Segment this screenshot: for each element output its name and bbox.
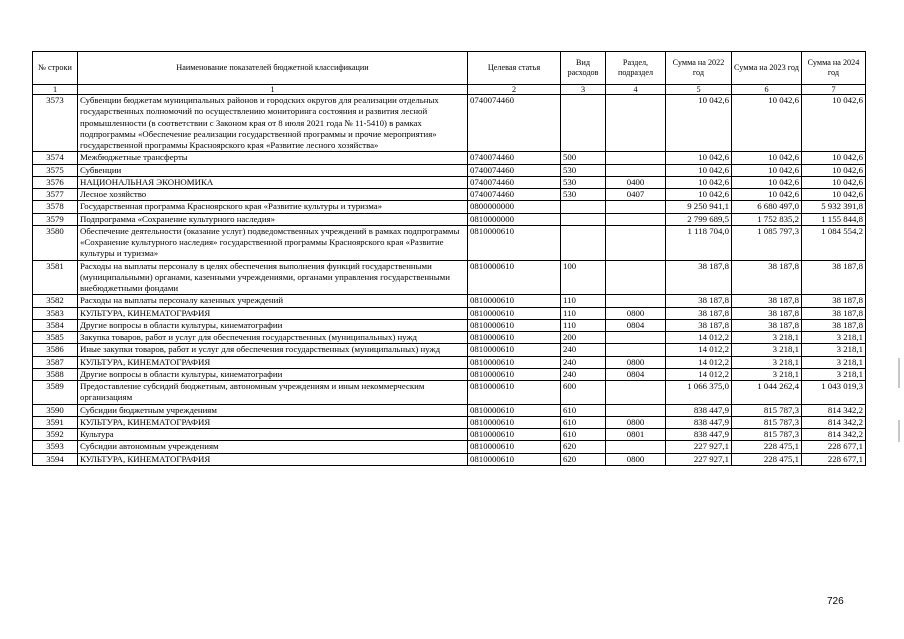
target-article-cell: 0740074460 <box>468 176 561 188</box>
column-number: 1 <box>78 85 468 95</box>
indicator-name-cell: КУЛЬТУРА, КИНЕМАТОГРАФИЯ <box>78 356 468 368</box>
column-number: 6 <box>732 85 802 95</box>
section-cell: 0800 <box>606 453 666 465</box>
table-row <box>33 225 866 260</box>
header-sum-2024: Сумма на 2024 год <box>802 52 866 85</box>
table-row <box>33 344 866 356</box>
section-cell <box>606 152 666 164</box>
target-article-cell: 0810000610 <box>468 307 561 319</box>
section-cell <box>606 344 666 356</box>
sum-2022-cell: 838 447,9 <box>666 429 732 441</box>
sum-2023-cell: 228 475,1 <box>732 441 802 453</box>
sum-2023-cell: 6 680 497,0 <box>732 201 802 213</box>
sum-2023-cell: 228 475,1 <box>732 453 802 465</box>
table-row <box>33 416 866 428</box>
budget-table <box>32 51 866 466</box>
header-section: Раздел, подраздел <box>606 52 666 85</box>
row-number-cell: 3574 <box>33 152 78 164</box>
table-row <box>33 189 866 201</box>
sum-2022-cell: 838 447,9 <box>666 416 732 428</box>
section-cell <box>606 225 666 260</box>
column-number: 1 <box>33 85 78 95</box>
expense-type-cell <box>561 225 606 260</box>
indicator-name-cell: Иные закупки товаров, работ и услуг для обеспечения государственных (муниципальных) нужд <box>78 344 468 356</box>
sum-2024-cell: 10 042,6 <box>802 152 866 164</box>
row-number-cell: 3592 <box>33 429 78 441</box>
target-article-cell: 0810000610 <box>468 404 561 416</box>
expense-type-cell: 530 <box>561 189 606 201</box>
sum-2024-cell: 5 932 391,8 <box>802 201 866 213</box>
expense-type-cell: 530 <box>561 176 606 188</box>
table-row <box>33 95 866 152</box>
target-article-cell: 0800000000 <box>468 201 561 213</box>
sum-2023-cell: 3 218,1 <box>732 356 802 368</box>
expense-type-cell: 600 <box>561 381 606 405</box>
row-number-cell: 3588 <box>33 368 78 380</box>
column-number: 4 <box>606 85 666 95</box>
section-cell: 0800 <box>606 416 666 428</box>
expense-type-cell <box>561 213 606 225</box>
sum-2023-cell: 3 218,1 <box>732 368 802 380</box>
expense-type-cell: 610 <box>561 429 606 441</box>
sum-2024-cell: 814 342,2 <box>802 429 866 441</box>
sum-2022-cell: 9 250 941,1 <box>666 201 732 213</box>
indicator-name-cell: Расходы на выплаты персоналу в целях обеспечения выполнения функций государственными (муниципальными) органами, казенными учреждениями, органами управления государственными внебюджетными фондами <box>78 260 468 295</box>
header-expense-type: Вид расходов <box>561 52 606 85</box>
indicator-name-cell: Лесное хозяйство <box>78 189 468 201</box>
sum-2023-cell: 10 042,6 <box>732 164 802 176</box>
sum-2022-cell: 14 012,2 <box>666 332 732 344</box>
section-cell: 0804 <box>606 319 666 331</box>
section-cell <box>606 332 666 344</box>
target-article-cell: 0810000610 <box>468 453 561 465</box>
indicator-name-cell: КУЛЬТУРА, КИНЕМАТОГРАФИЯ <box>78 307 468 319</box>
sum-2023-cell: 1 044 262,4 <box>732 381 802 405</box>
expense-type-cell: 240 <box>561 356 606 368</box>
table-body <box>33 95 866 466</box>
row-number-cell: 3589 <box>33 381 78 405</box>
sum-2024-cell: 10 042,6 <box>802 176 866 188</box>
sum-2022-cell: 227 927,1 <box>666 453 732 465</box>
sum-2024-cell: 10 042,6 <box>802 95 866 152</box>
expense-type-cell <box>561 95 606 152</box>
row-number-cell: 3580 <box>33 225 78 260</box>
table-row <box>33 152 866 164</box>
indicator-name-cell: Межбюджетные трансферты <box>78 152 468 164</box>
sum-2023-cell: 815 787,3 <box>732 404 802 416</box>
section-cell <box>606 164 666 176</box>
row-number-cell: 3584 <box>33 319 78 331</box>
section-cell: 0400 <box>606 176 666 188</box>
column-number: 5 <box>666 85 732 95</box>
expense-type-cell: 200 <box>561 332 606 344</box>
sum-2023-cell: 38 187,8 <box>732 319 802 331</box>
sum-2022-cell: 1 118 704,0 <box>666 225 732 260</box>
expense-type-cell: 530 <box>561 164 606 176</box>
table-row <box>33 319 866 331</box>
sum-2024-cell: 814 342,2 <box>802 416 866 428</box>
target-article-cell: 0810000610 <box>468 441 561 453</box>
expense-type-cell: 110 <box>561 295 606 307</box>
target-article-cell: 0810000610 <box>468 260 561 295</box>
sum-2024-cell: 3 218,1 <box>802 344 866 356</box>
sum-2023-cell: 10 042,6 <box>732 189 802 201</box>
indicator-name-cell: КУЛЬТУРА, КИНЕМАТОГРАФИЯ <box>78 416 468 428</box>
sum-2022-cell: 38 187,8 <box>666 295 732 307</box>
target-article-cell: 0810000610 <box>468 319 561 331</box>
sum-2023-cell: 3 218,1 <box>732 332 802 344</box>
row-number-cell: 3583 <box>33 307 78 319</box>
sum-2024-cell: 3 218,1 <box>802 356 866 368</box>
sum-2024-cell: 1 084 554,2 <box>802 225 866 260</box>
target-article-cell: 0810000610 <box>468 332 561 344</box>
indicator-name-cell: Другие вопросы в области культуры, кинематографии <box>78 368 468 380</box>
sum-2024-cell: 3 218,1 <box>802 368 866 380</box>
sum-2023-cell: 10 042,6 <box>732 176 802 188</box>
section-cell <box>606 201 666 213</box>
sum-2022-cell: 838 447,9 <box>666 404 732 416</box>
table-row <box>33 453 866 465</box>
target-article-cell: 0810000610 <box>468 225 561 260</box>
target-article-cell: 0740074460 <box>468 189 561 201</box>
margin-mark <box>898 420 900 442</box>
expense-type-cell <box>561 201 606 213</box>
sum-2024-cell: 228 677,1 <box>802 453 866 465</box>
sum-2022-cell: 38 187,8 <box>666 319 732 331</box>
sum-2022-cell: 1 066 375,0 <box>666 381 732 405</box>
section-cell <box>606 260 666 295</box>
sum-2022-cell: 38 187,8 <box>666 260 732 295</box>
table-row <box>33 307 866 319</box>
sum-2023-cell: 1 085 797,3 <box>732 225 802 260</box>
table-row <box>33 213 866 225</box>
row-number-cell: 3578 <box>33 201 78 213</box>
expense-type-cell: 620 <box>561 453 606 465</box>
row-number-cell: 3590 <box>33 404 78 416</box>
row-number-cell: 3576 <box>33 176 78 188</box>
header-target-article: Целевая статья <box>468 52 561 85</box>
indicator-name-cell: Субвенции <box>78 164 468 176</box>
sum-2024-cell: 38 187,8 <box>802 260 866 295</box>
indicator-name-cell: Обеспечение деятельности (оказание услуг) подведомственных учреждений в рамках подпрограммы «Сохранение культурного наследия» государственной программы Красноярского края «Развитие культуры и туризма» <box>78 225 468 260</box>
sum-2023-cell: 3 218,1 <box>732 344 802 356</box>
sum-2023-cell: 38 187,8 <box>732 260 802 295</box>
table-row <box>33 429 866 441</box>
table-row <box>33 368 866 380</box>
indicator-name-cell: Государственная программа Красноярского края «Развитие культуры и туризма» <box>78 201 468 213</box>
column-number-row <box>33 85 866 95</box>
table-row <box>33 164 866 176</box>
sum-2022-cell: 10 042,6 <box>666 189 732 201</box>
table-row <box>33 260 866 295</box>
section-cell <box>606 95 666 152</box>
indicator-name-cell: Расходы на выплаты персоналу казенных учреждений <box>78 295 468 307</box>
sum-2022-cell: 10 042,6 <box>666 176 732 188</box>
row-number-cell: 3582 <box>33 295 78 307</box>
target-article-cell: 0740074460 <box>468 152 561 164</box>
row-number-cell: 3587 <box>33 356 78 368</box>
sum-2024-cell: 38 187,8 <box>802 319 866 331</box>
expense-type-cell: 240 <box>561 344 606 356</box>
target-article-cell: 0810000610 <box>468 429 561 441</box>
section-cell <box>606 213 666 225</box>
section-cell: 0800 <box>606 307 666 319</box>
header-sum-2022: Сумма на 2022 год <box>666 52 732 85</box>
margin-mark <box>898 358 900 388</box>
header-sum-2023: Сумма на 2023 год <box>732 52 802 85</box>
target-article-cell: 0810000610 <box>468 381 561 405</box>
indicator-name-cell: Субсидии автономным учреждениям <box>78 441 468 453</box>
sum-2023-cell: 38 187,8 <box>732 295 802 307</box>
row-number-cell: 3585 <box>33 332 78 344</box>
target-article-cell: 0740074460 <box>468 164 561 176</box>
indicator-name-cell: Культура <box>78 429 468 441</box>
row-number-cell: 3591 <box>33 416 78 428</box>
page-number: 726 <box>827 596 844 607</box>
column-number: 7 <box>802 85 866 95</box>
expense-type-cell: 110 <box>561 307 606 319</box>
row-number-cell: 3581 <box>33 260 78 295</box>
sum-2023-cell: 815 787,3 <box>732 416 802 428</box>
section-cell: 0804 <box>606 368 666 380</box>
expense-type-cell: 610 <box>561 404 606 416</box>
sum-2022-cell: 14 012,2 <box>666 344 732 356</box>
row-number-cell: 3586 <box>33 344 78 356</box>
table-row <box>33 295 866 307</box>
sum-2024-cell: 3 218,1 <box>802 332 866 344</box>
target-article-cell: 0810000610 <box>468 416 561 428</box>
row-number-cell: 3575 <box>33 164 78 176</box>
expense-type-cell: 620 <box>561 441 606 453</box>
indicator-name-cell: КУЛЬТУРА, КИНЕМАТОГРАФИЯ <box>78 453 468 465</box>
indicator-name-cell: Подпрограмма «Сохранение культурного наследия» <box>78 213 468 225</box>
target-article-cell: 0810000610 <box>468 344 561 356</box>
section-cell <box>606 404 666 416</box>
expense-type-cell: 100 <box>561 260 606 295</box>
row-number-cell: 3579 <box>33 213 78 225</box>
table-row <box>33 176 866 188</box>
header-row-number: № строки <box>33 52 78 85</box>
header-indicator-name: Наименование показателей бюджетной классификации <box>78 52 468 85</box>
indicator-name-cell: Другие вопросы в области культуры, кинематографии <box>78 319 468 331</box>
sum-2024-cell: 38 187,8 <box>802 295 866 307</box>
header-row <box>33 52 866 85</box>
sum-2023-cell: 815 787,3 <box>732 429 802 441</box>
target-article-cell: 0810000000 <box>468 213 561 225</box>
sum-2023-cell: 1 752 835,2 <box>732 213 802 225</box>
indicator-name-cell: Закупка товаров, работ и услуг для обеспечения государственных (муниципальных) нужд <box>78 332 468 344</box>
section-cell <box>606 295 666 307</box>
section-cell <box>606 441 666 453</box>
target-article-cell: 0810000610 <box>468 368 561 380</box>
target-article-cell: 0810000610 <box>468 356 561 368</box>
sum-2023-cell: 10 042,6 <box>732 152 802 164</box>
sum-2023-cell: 38 187,8 <box>732 307 802 319</box>
table-row <box>33 404 866 416</box>
target-article-cell: 0810000610 <box>468 295 561 307</box>
row-number-cell: 3594 <box>33 453 78 465</box>
sum-2022-cell: 227 927,1 <box>666 441 732 453</box>
row-number-cell: 3593 <box>33 441 78 453</box>
sum-2022-cell: 10 042,6 <box>666 95 732 152</box>
sum-2024-cell: 228 677,1 <box>802 441 866 453</box>
sum-2022-cell: 10 042,6 <box>666 164 732 176</box>
expense-type-cell: 500 <box>561 152 606 164</box>
target-article-cell: 0740074460 <box>468 95 561 152</box>
section-cell: 0407 <box>606 189 666 201</box>
column-number: 3 <box>561 85 606 95</box>
indicator-name-cell: НАЦИОНАЛЬНАЯ ЭКОНОМИКА <box>78 176 468 188</box>
indicator-name-cell: Субсидии бюджетным учреждениям <box>78 404 468 416</box>
row-number-cell: 3577 <box>33 189 78 201</box>
section-cell: 0800 <box>606 356 666 368</box>
sum-2024-cell: 10 042,6 <box>802 164 866 176</box>
sum-2023-cell: 10 042,6 <box>732 95 802 152</box>
indicator-name-cell: Субвенции бюджетам муниципальных районов и городских округов для реализации отдельных государственных полномочий по осуществлению мониторинга состояния и развития лесной промышленности (в соответствии с Законом края от 8 июля 2021 года № 11-5410) в рамках подпрограммы «Обеспечение реализации государственной программы и прочие мероприятия» государственной программы Красноярского края «Развитие лесного хозяйства» <box>78 95 468 152</box>
sum-2024-cell: 1 155 844,8 <box>802 213 866 225</box>
expense-type-cell: 110 <box>561 319 606 331</box>
sum-2022-cell: 38 187,8 <box>666 307 732 319</box>
expense-type-cell: 240 <box>561 368 606 380</box>
table-row <box>33 332 866 344</box>
sum-2024-cell: 814 342,2 <box>802 404 866 416</box>
table-row <box>33 381 866 405</box>
indicator-name-cell: Предоставление субсидий бюджетным, автономным учреждениям и иным некоммерческим организациям <box>78 381 468 405</box>
sum-2022-cell: 10 042,6 <box>666 152 732 164</box>
sum-2022-cell: 2 799 689,5 <box>666 213 732 225</box>
section-cell: 0801 <box>606 429 666 441</box>
sum-2024-cell: 10 042,6 <box>802 189 866 201</box>
sum-2024-cell: 1 043 019,3 <box>802 381 866 405</box>
sum-2022-cell: 14 012,2 <box>666 356 732 368</box>
section-cell <box>606 381 666 405</box>
row-number-cell: 3573 <box>33 95 78 152</box>
sum-2022-cell: 14 012,2 <box>666 368 732 380</box>
table-row <box>33 201 866 213</box>
column-number: 2 <box>468 85 561 95</box>
sum-2024-cell: 38 187,8 <box>802 307 866 319</box>
table-row <box>33 356 866 368</box>
expense-type-cell: 610 <box>561 416 606 428</box>
table-row <box>33 441 866 453</box>
